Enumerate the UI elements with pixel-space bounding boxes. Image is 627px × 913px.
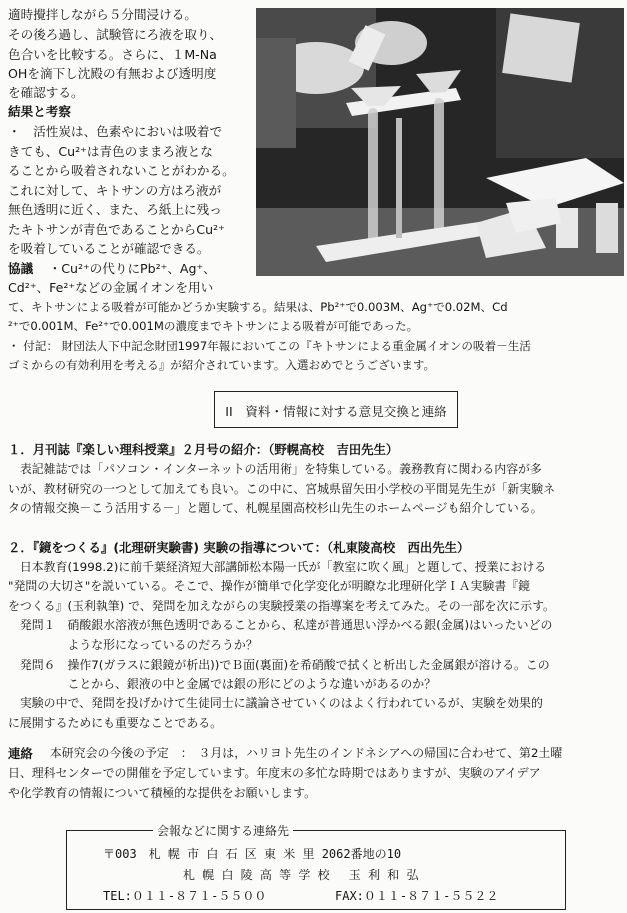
text-line: や化学教育の情報について積極的な提供をお願いします。 (8, 786, 316, 800)
text-line: ことから、銀液の中と金属では銀の形にどのような違いがあるのか？ (8, 677, 437, 691)
text-line: 無色透明に近く、また、ろ紙上に残っ (8, 202, 222, 217)
text-line: ることから吸着されないことがわかる。 (8, 163, 235, 178)
contact-info-box (66, 824, 566, 910)
text-line: ゴミからの有効利用を考える』が紹介されています。入選おめでとうございます。 (8, 358, 436, 372)
text-line: ・ 付記： 財団法人下中記念財団1997年報においてこの『キトサンによる重金属イオンの吸着－生活 (8, 339, 531, 353)
contact-tel: TEL:０１１-８７１-５５００ (103, 889, 267, 903)
text-line: 実験の中で、発問を投げかけて生徒同士に議論させていくのはよく行われているが、実験を効果的 (8, 696, 543, 710)
text-line: きても、Cu²⁺は青色のままろ液とな (8, 144, 213, 159)
text-line: これに対して、キトサンの方はろ液が (8, 183, 222, 198)
text-line: を吸着していることが確認できる。 (8, 241, 210, 256)
text-line: 適時攪拌しながら５分間浸ける。 (8, 7, 197, 22)
text-line: ²⁺で0.001M、Fe²⁺で0.001Mの濃度までキトサンによる吸着が可能であった。 (8, 319, 419, 333)
contact-box-title: 会報などに関する連絡先 (153, 822, 293, 839)
text-line: を確認する。 (8, 85, 84, 100)
text-line: いが、教材研究の一つとして加えても良い。この中に、宮城県留矢田小学校の平間晃先生が「新実験ネ (8, 482, 555, 496)
item1-title: １．月刊誌『楽しい理科授業』２月号の紹介：（野幌高校 吉田先生） (8, 442, 399, 457)
text-line: 発問６ 操作7(ガラスに銀鏡が析出))でＢ面(裏面)を希硝酸で拭くと析出した金属銀が溶ける。この (8, 658, 550, 672)
text-line: ・ 活性炭は、色素やにおいは吸着で (8, 124, 223, 139)
section-heading-box (214, 391, 458, 428)
text-line: 発問１ 硝酸銀水溶液が無色透明であることから、私達が普通思い浮かべる銀(金属)はいったいどの (8, 618, 553, 632)
text-line: 色合いを比較する。さらに、１M-Na (8, 47, 217, 62)
results-heading: 結果と考察 (8, 104, 71, 119)
contact-fax: FAX:０１１-８７１-５５２２ (335, 889, 499, 903)
text-line: 表記雑誌では「パソコン・インターネットの活用術」を特集している。義務教育に関わる内容が多 (8, 462, 542, 476)
text-line: 日、理科センターでの開催を予定しています。年度末の多忙な時期ではありますが、実験のアイデア (8, 766, 541, 780)
text-line: ような形になっているのだろうか？ (8, 638, 258, 652)
text-line: て、キトサンによる吸着が可能かどうか実験する。結果は、Pb²⁺で0.003M、Ag⁺で0.02M、Cd (8, 300, 508, 314)
contact-school: 札 幌 白 陵 高 等 学 校 玉 利 和 弘 (183, 868, 419, 882)
text-line: たキトサンが青色であることからCu²⁺ (8, 222, 225, 237)
text-line: をつくる』(玉利執筆) で、発問を加えながらの実験授業の指導案を考えてみた。その一部を次に示す。 (8, 599, 555, 613)
contact-label: 連絡 (8, 746, 33, 761)
text-line: その後ろ過し、試験管にろ液を取り、 (8, 27, 223, 42)
text-line: 本研究会の今後の予定 ： ３月は，ハリヨト先生のインドネシアへの帰国に合わせて、第2土曜 (38, 746, 563, 760)
text-line: 日本教育(1998.2)に前千葉経済短大部講師松本陽一氏が「教室に吹く風」と題して、授業における (8, 560, 547, 574)
item2-title: ２．『鏡をつくる』(北理研実験書) 実験の指導について：（札東陵高校 西出先生） (8, 540, 470, 555)
text-line: OHを滴下し沈殿の有無および透明度 (8, 66, 217, 81)
text-line: ・Cu²⁺の代りにPb²⁺、Ag⁺、 (36, 261, 216, 276)
text-line: "発問の大切さ"を説いている。そこで、操作が簡単で化学変化が明瞭な北理研化学ＩＡ実験書『鏡 (8, 579, 530, 593)
contact-address: 〒003 札 幌 市 白 石 区 東 米 里 2062番地の10 (103, 847, 402, 861)
discussion-label: 協議 (8, 261, 34, 276)
text-line: Cd²⁺、Fe²⁺などの金属イオンを用い (8, 280, 214, 295)
text-line: に展開するためにも重要なことである。 (8, 716, 223, 730)
section-heading: II 資料・情報に対する意見交換と連絡 (225, 404, 447, 419)
experiment-photo (256, 8, 624, 276)
text-line: タの情報交換－こう活用する－」と題して、札幌星園高校杉山先生のホームページも紹介している。 (8, 501, 543, 515)
